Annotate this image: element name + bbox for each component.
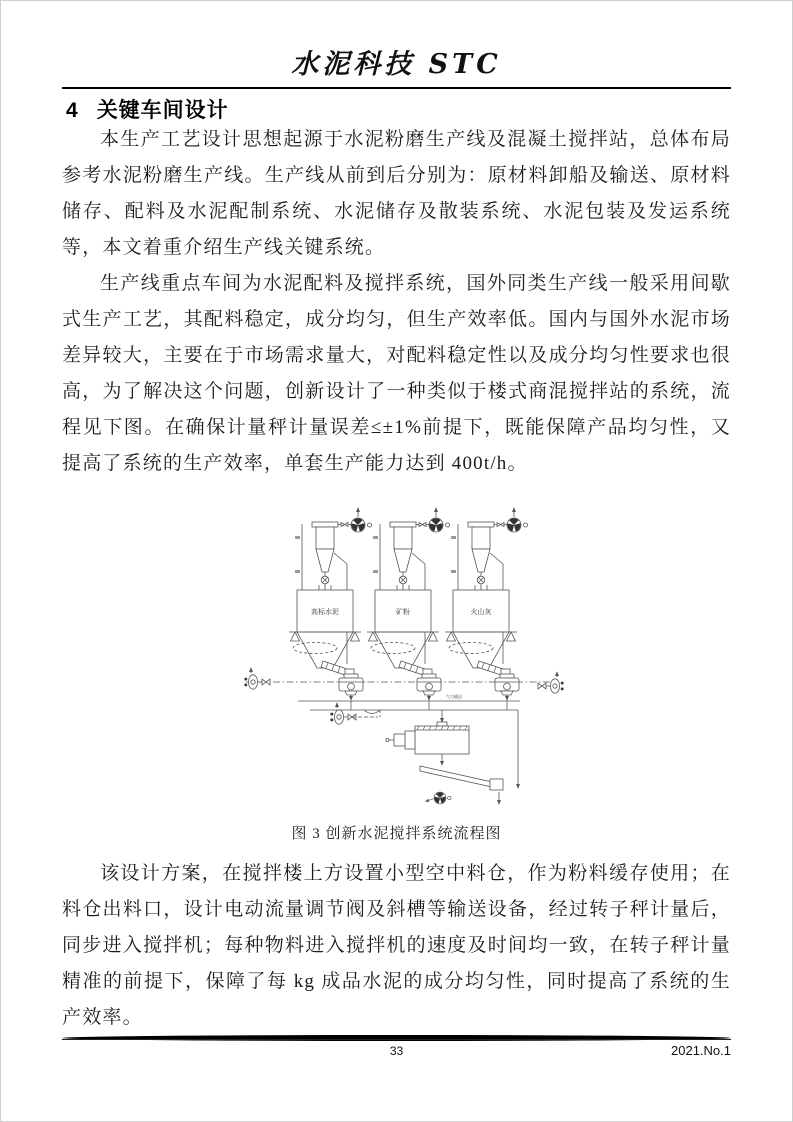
mixer (386, 722, 469, 754)
fan-icon-bottom (426, 790, 452, 803)
section-heading (66, 94, 229, 124)
silo-label-cement: 高标水泥 (311, 608, 339, 616)
blower-icon-left (245, 668, 271, 689)
page-number: 33 (389, 1044, 404, 1058)
figure-3 (240, 498, 570, 814)
journal-title: 水泥科技 STC (291, 49, 502, 80)
flow-diagram (240, 498, 570, 814)
footer-rule-thin (62, 1039, 731, 1040)
collecting-duct (298, 693, 520, 714)
section-title: 关键车间设计 (96, 99, 229, 122)
silo-label-ash: 火山灰 (470, 608, 492, 616)
paragraph-2: 生产线重点车间为水泥配料及搅拌系统，国外同类生产线一般采用间歇式生产工艺，其配料稳定，成分均匀，但生产效率低。国内与国外水泥市场差异较大，主要在于市场需求量大，对配料稳定性以及成分均匀性要求也很高，为了解决这个问题，创新设计了一种类似于楼式商混搅拌站的系统，流程见下图。在确保计量秤计量误差≤±1%前提下，既能保障产品均匀性，又提高了系统的生产效率，单套生产能力达到 400t/h。 (62, 273, 731, 474)
paragraph-3: 该设计方案，在搅拌楼上方设置小型空中料仓，作为粉料缓存使用；在料仓出料口，设计电动流量调节阀及斜槽等输送设备，经过转子秤计量后，同步进入搅拌机；每种物料进入搅拌机的速度及时间均一致，在转子秤计量精准的前提下，保障了每 kg 成品水泥的成分均匀性，同时提高了系统的生产效率。 (62, 863, 731, 1028)
section-number: 4 (66, 99, 79, 122)
paragraph-1: 本生产工艺设计思想起源于水泥粉磨生产线及混凝土搅拌站，总体布局参考水泥粉磨生产线。生产线从前到后分别为：原材料卸船及输送、原材料储存、配料及水泥配制系统、水泥储存及散装系统、水泥包装及发运系统等，本文着重介绍生产线关键系统。 (62, 129, 731, 258)
duct-label: 气力输送 (446, 694, 462, 699)
issue-number: 2021.No.1 (671, 1043, 731, 1058)
belt-conveyor (420, 766, 503, 804)
figure-caption: 图 3 创新水泥搅拌系统流程图 (291, 826, 502, 842)
footer-rule (62, 1035, 731, 1041)
blower-icon-right (538, 672, 564, 693)
header-rule (62, 87, 731, 89)
silo-label-slag: 矿粉 (396, 608, 410, 616)
